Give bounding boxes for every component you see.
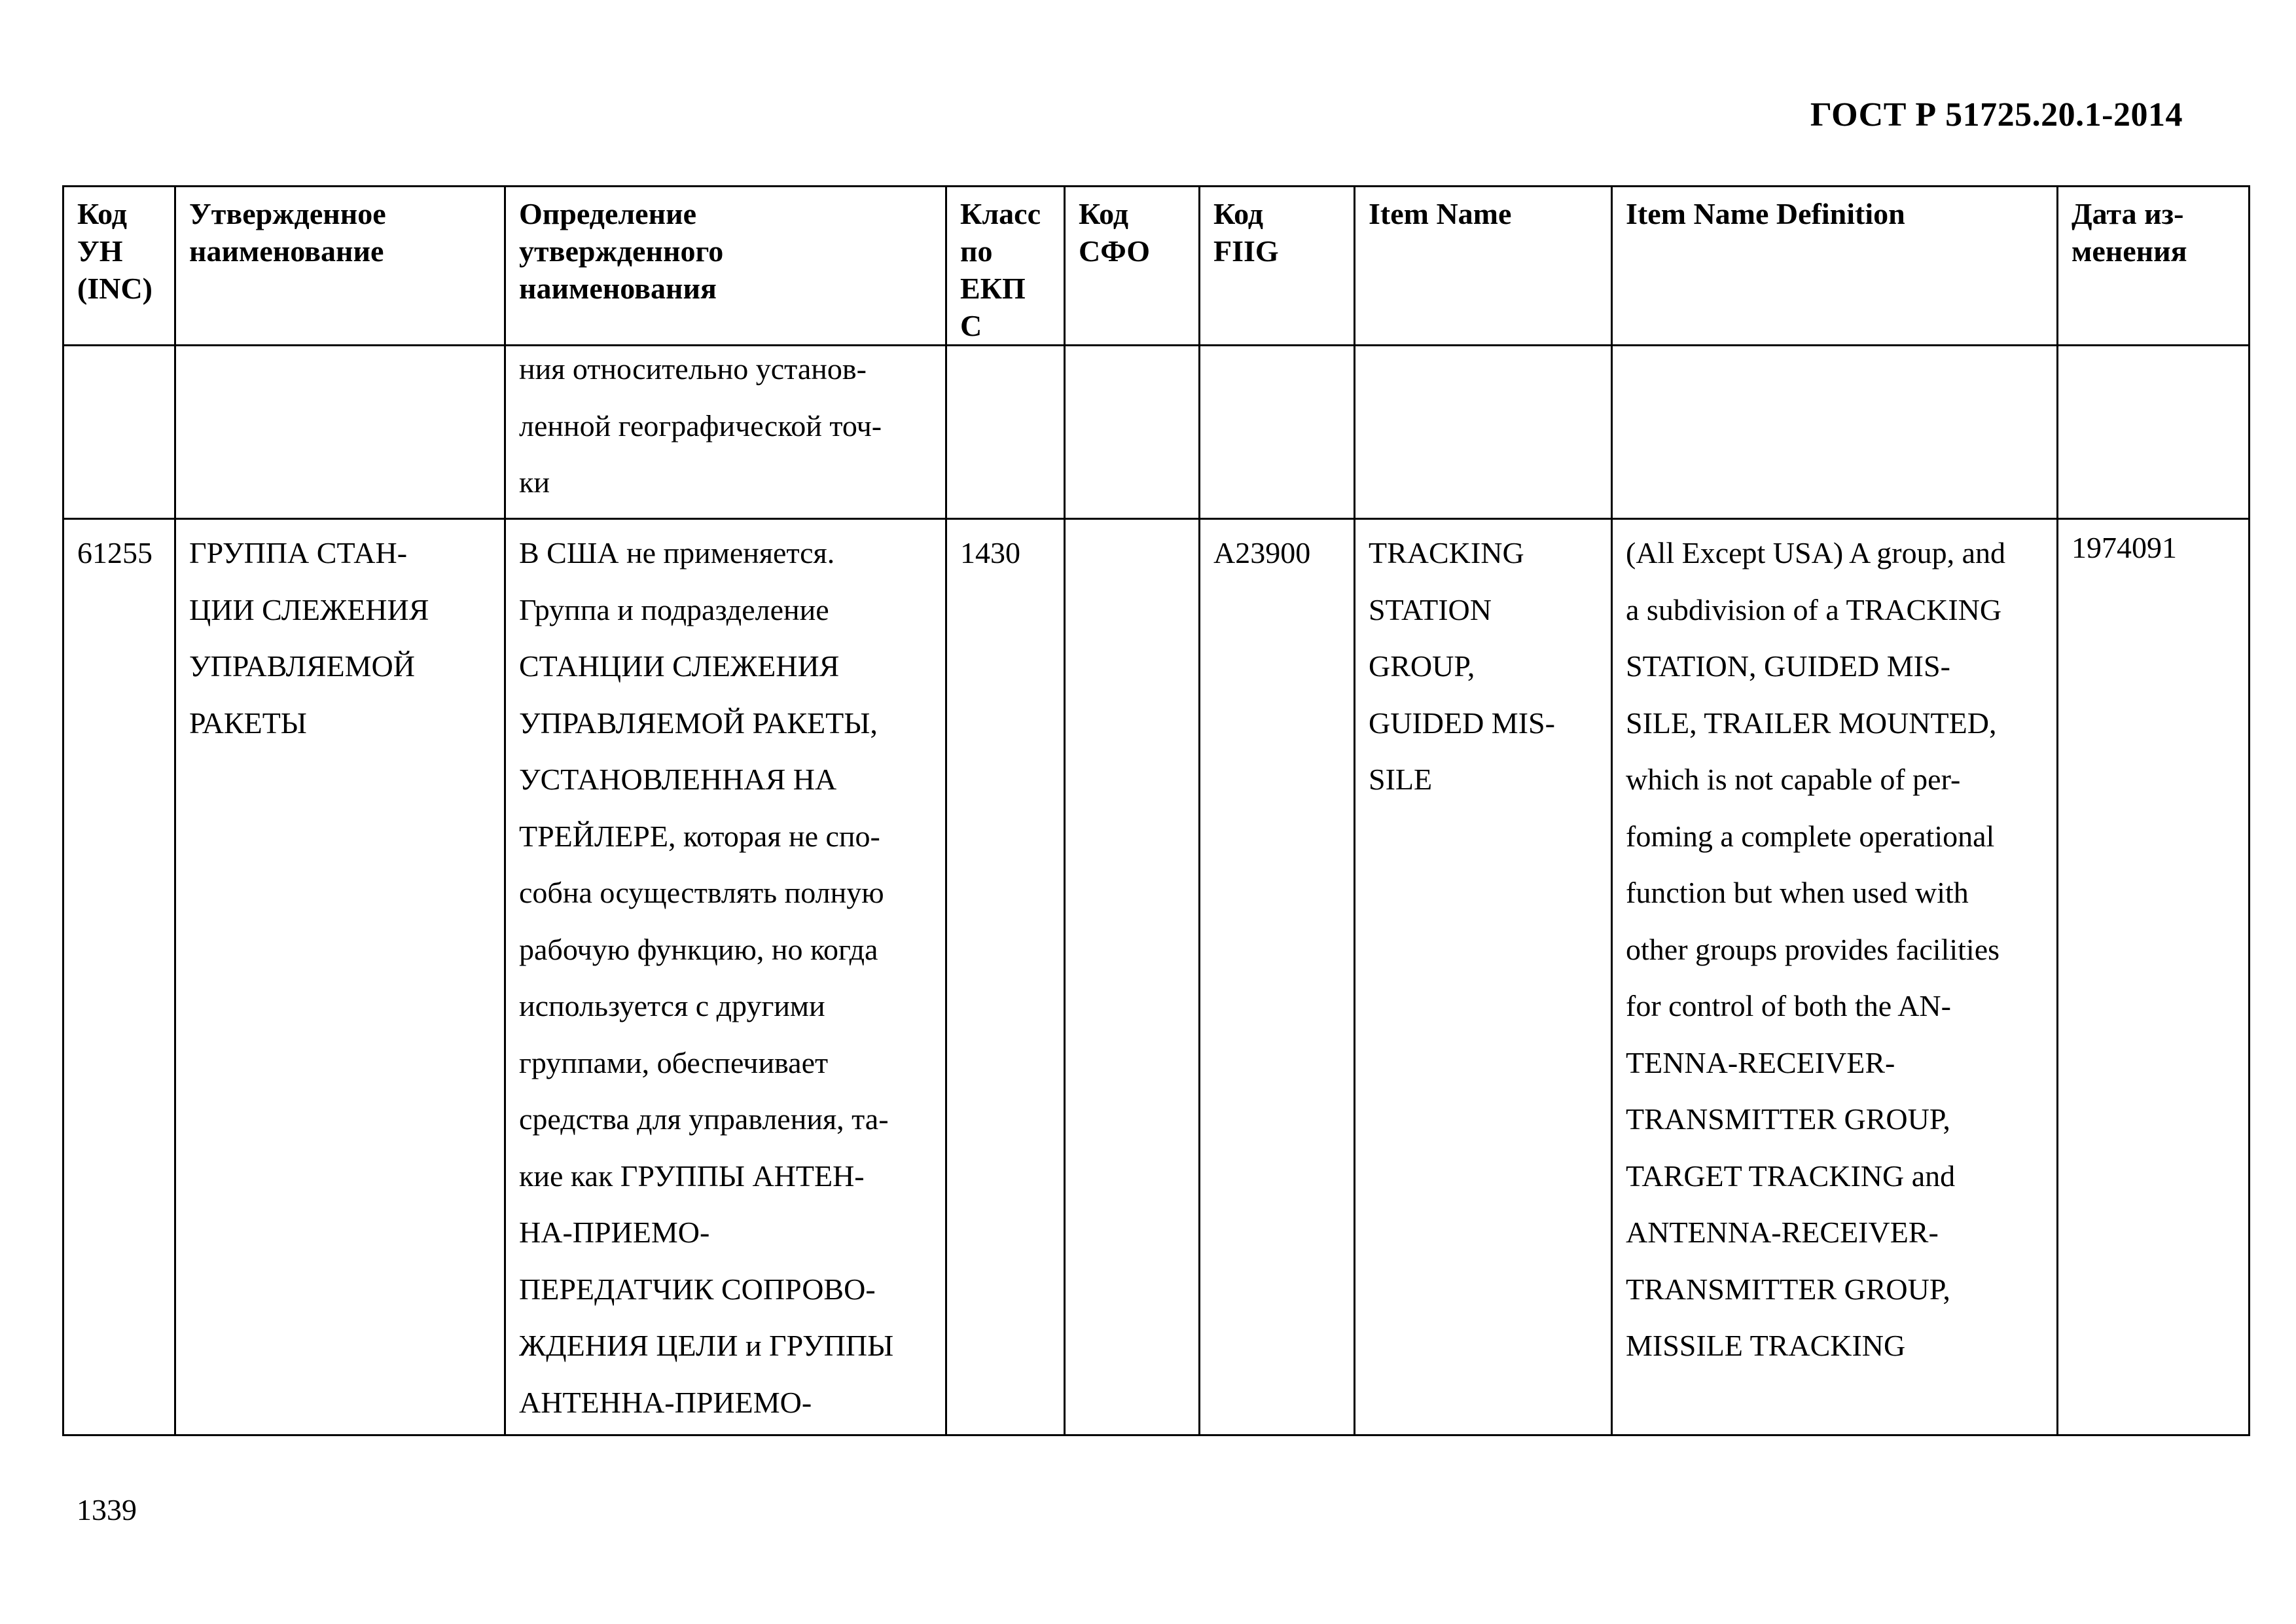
column-header-approved-name: Утвержденное наименование [175, 187, 505, 346]
cell-approved-name [175, 346, 505, 519]
fiig-code-value: A23900 [1213, 536, 1311, 569]
item-name-value: TRACKING STATION GROUP, GUIDED MIS- SILE [1369, 536, 1555, 796]
inc-value: 61255 [77, 536, 152, 569]
column-header-sfo-code: Код СФО [1065, 187, 1200, 346]
cell-definition [505, 346, 946, 519]
cell-sfo-code [1065, 346, 1200, 519]
ekps-class-value: 1430 [960, 536, 1020, 569]
cell-item-name [1355, 519, 1612, 1435]
definition-text: В США не применяется. Группа и подразделение СТАНЦИИ СЛЕЖЕНИЯ УПРАВЛЯЕМОЙ РАКЕТЫ, УСТАНОВЛЕННАЯ НА ТРЕЙЛЕРЕ, которая не спо- собна осуществлять полную рабочую функцию, но когда используется с другими группами, обеспечивает средства для управления, та- кие как ГРУППЫ АНТЕН- НА-ПРИЕМО- ПЕРЕДАТЧИК СОПРОВО- ЖДЕНИЯ ЦЕЛИ и ГРУППЫ АНТЕННА-ПРИЕМО- [519, 536, 894, 1419]
cell-item-name-definition [1612, 346, 2058, 519]
table-row [63, 346, 2250, 519]
cell-ekps-class [946, 519, 1065, 1435]
cell-approved-name [175, 519, 505, 1435]
definition-text: ния относительно установ- ленной географической точ- ки [519, 352, 882, 499]
table-header-row [63, 187, 2250, 346]
column-header-definition: Определение утвержденного наименования [505, 187, 946, 346]
document-code: ГОСТ Р 51725.20.1-2014 [1810, 96, 2183, 134]
column-header-change-date: Дата из- менения [2058, 187, 2250, 346]
column-header-fiig-code: Код FIIG [1200, 187, 1355, 346]
approved-name-value: ГРУППА СТАН- ЦИИ СЛЕЖЕНИЯ УПРАВЛЯЕМОЙ РАКЕТЫ [189, 536, 429, 740]
catalog-table [62, 185, 2250, 1436]
column-header-item-name: Item Name [1355, 187, 1612, 346]
cell-item-name [1355, 346, 1612, 519]
cell-ekps-class [946, 346, 1065, 519]
cell-fiig-code [1200, 519, 1355, 1435]
cell-definition [505, 519, 946, 1435]
cell-fiig-code [1200, 346, 1355, 519]
column-header-inc: Код УН (INC) [63, 187, 175, 346]
cell-item-name-definition [1612, 519, 2058, 1435]
column-header-ekps-class: Класс по ЕКП С [946, 187, 1065, 346]
cell-inc [63, 519, 175, 1435]
cell-sfo-code [1065, 519, 1200, 1435]
cell-change-date [2058, 519, 2250, 1435]
column-header-item-name-definition: Item Name Definition [1612, 187, 2058, 346]
change-date-value: 1974091 [2072, 531, 2177, 564]
cell-change-date [2058, 346, 2250, 519]
page-number: 1339 [77, 1493, 137, 1526]
table-row [63, 519, 2250, 1435]
cell-inc [63, 346, 175, 519]
item-name-definition-text: (All Except USA) A group, and a subdivision of a TRACKING STATION, GUIDED MIS- SILE, TRAILER MOUNTED, which is not capable of per- foming a complete operational function but when used with other groups provides facilities for control of both the AN- TENNA-RECEIVER- TRANSMITTER GROUP, TARGET TRACKING and ANTENNA-RECEIVER- TRANSMITTER GROUP, MISSILE TRACKING [1626, 536, 2006, 1362]
